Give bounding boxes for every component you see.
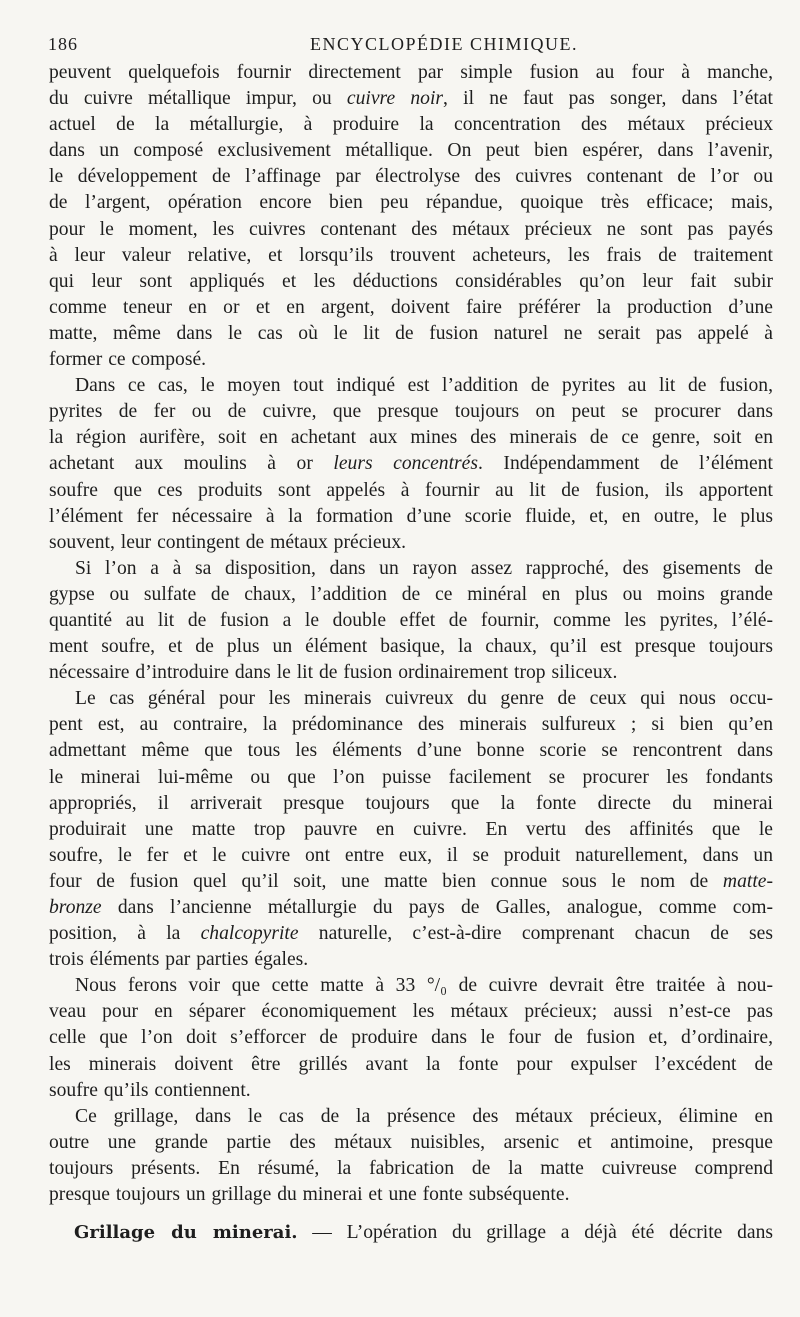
text-line: à leur valeur relative, et lorsqu’ils trouvent acheteurs, les frais de traitement bbox=[49, 244, 773, 266]
text-line: position, à la chalcopyrite naturelle, c’est-à-dire comprenant chacun de ses bbox=[49, 923, 773, 945]
text-line: le minerai lui-même ou que l’on puisse facilement se procurer les fondants bbox=[49, 766, 773, 788]
text-line: four de fusion quel qu’il soit, une matte bien connue sous le nom de matte- bbox=[49, 870, 773, 892]
text-line: pour le moment, les cuivres contenant des métaux précieux ne sont pas payés bbox=[49, 218, 773, 240]
text-line: soufre qu’ils contiennent. bbox=[49, 1079, 251, 1101]
text-line: comme teneur en or et en argent, doivent faire préférer la production d’une bbox=[49, 296, 773, 318]
text-line: les minerais doivent être grillés avant la fonte pour expulser l’excédent de bbox=[49, 1053, 773, 1075]
text-line: veau pour en séparer économiquement les métaux précieux; aussi n’est-ce pas bbox=[49, 1001, 773, 1023]
section-heading-line bbox=[49, 1220, 773, 1246]
text-line: Si l’on a à sa disposition, dans un rayon assez rapproché, des gisements de bbox=[75, 557, 773, 579]
text-line: le développement de l’affinage par électrolyse des cuivres contenant de l’or ou bbox=[49, 166, 773, 188]
text-line: former ce composé. bbox=[49, 349, 207, 371]
text-line: soufre, le fer et le cuivre ont entre eux, il se produit naturellement, dans un bbox=[49, 844, 773, 866]
text-line: dans un composé exclusivement métallique. On peut bien espérer, dans l’avenir, bbox=[49, 140, 773, 162]
text-line: ment soufre, et de plus un élément basique, la chaux, qu’il est presque toujours bbox=[49, 636, 773, 658]
page-number: 186 bbox=[48, 34, 78, 54]
text-line: de l’argent, opération encore bien peu répandue, quoique très efficace; mais, bbox=[49, 192, 773, 214]
text-line: bronze dans l’ancienne métallurgie du pays de Galles, analogue, comme com- bbox=[49, 897, 773, 918]
text-line: quantité au lit de fusion a le double effet de fournir, comme les pyrites, l’élé- bbox=[49, 609, 773, 631]
text-line: pyrites de fer ou de cuivre, que presque toujours on peut se procurer dans bbox=[49, 401, 773, 423]
text-line: qui leur sont appliqués et les déductions considérables qu’on leur fait subir bbox=[49, 270, 773, 292]
text-line: l’élément fer nécessaire à la formation d’une scorie fluide, et, en outre, le plus bbox=[49, 505, 773, 527]
text-line: trois éléments par parties égales. bbox=[49, 949, 309, 971]
text-line: outre une grande partie des métaux nuisibles, arsenic et antimoine, presque bbox=[49, 1131, 773, 1153]
text-line: soufre que ces produits sont appelés à fournir au lit de fusion, ils apportent bbox=[49, 479, 773, 501]
text-line: matte, même dans le cas où le lit de fusion naturel ne serait pas appelé à bbox=[49, 322, 773, 344]
page-header bbox=[48, 34, 772, 56]
body-text bbox=[49, 60, 773, 1246]
text-line: actuel de la métallurgie, à produire la concentration des métaux précieux bbox=[49, 114, 773, 136]
text-line: produirait une matte trop pauvre en cuivre. En vertu des affinités que le bbox=[49, 818, 773, 840]
text-line: peuvent quelquefois fournir directement par simple fusion au four à manche, bbox=[49, 62, 773, 83]
text-line: achetant aux moulins à or leurs concentrés. Indépendamment de l’élément bbox=[49, 453, 773, 475]
section-text: — L’opération du grillage a déjà été décrite dans bbox=[297, 1222, 773, 1244]
text-line: admettant même que tous les éléments d’une bonne scorie se rencontrent dans bbox=[49, 740, 773, 762]
text-line: Nous ferons voir que cette matte à 33 °/₀ de cuivre devrait être traitée à nou- bbox=[75, 975, 773, 997]
running-title: ENCYCLOPÉDIE CHIMIQUE. bbox=[310, 34, 578, 54]
text-line: Ce grillage, dans le cas de la présence des métaux précieux, élimine en bbox=[75, 1105, 773, 1127]
text-line: souvent, leur contingent de métaux précieux. bbox=[49, 531, 407, 553]
text-line: pent est, au contraire, la prédominance des minerais sulfureux ; si bien qu’en bbox=[49, 714, 773, 736]
text-line: toujours présents. En résumé, la fabrication de la matte cuivreuse comprend bbox=[49, 1157, 773, 1179]
text-line: Le cas général pour les minerais cuivreux du genre de ceux qui nous occu- bbox=[75, 688, 773, 710]
text-line: nécessaire d’introduire dans le lit de fusion ordinairement trop siliceux. bbox=[49, 662, 618, 684]
text-line: gypse ou sulfate de chaux, l’addition de ce minéral en plus ou moins grande bbox=[49, 583, 773, 605]
text-line: appropriés, il arriverait presque toujours que la fonte directe du minerai bbox=[49, 792, 773, 814]
text-line: la région aurifère, soit en achetant aux mines des minerais de ce genre, soit en bbox=[49, 427, 773, 449]
text-line: presque toujours un grillage du minerai et une fonte subséquente. bbox=[49, 1184, 570, 1206]
section-heading: Grillage du minerai. bbox=[74, 1222, 298, 1244]
text-line: du cuivre métallique impur, ou cuivre noir, il ne faut pas songer, dans l’état bbox=[49, 88, 773, 110]
text-line: celle que l’on doit s’efforcer de produire dans le four de fusion et, d’ordinaire, bbox=[49, 1027, 773, 1049]
text-line: Dans ce cas, le moyen tout indiqué est l’addition de pyrites au lit de fusion, bbox=[75, 375, 773, 397]
